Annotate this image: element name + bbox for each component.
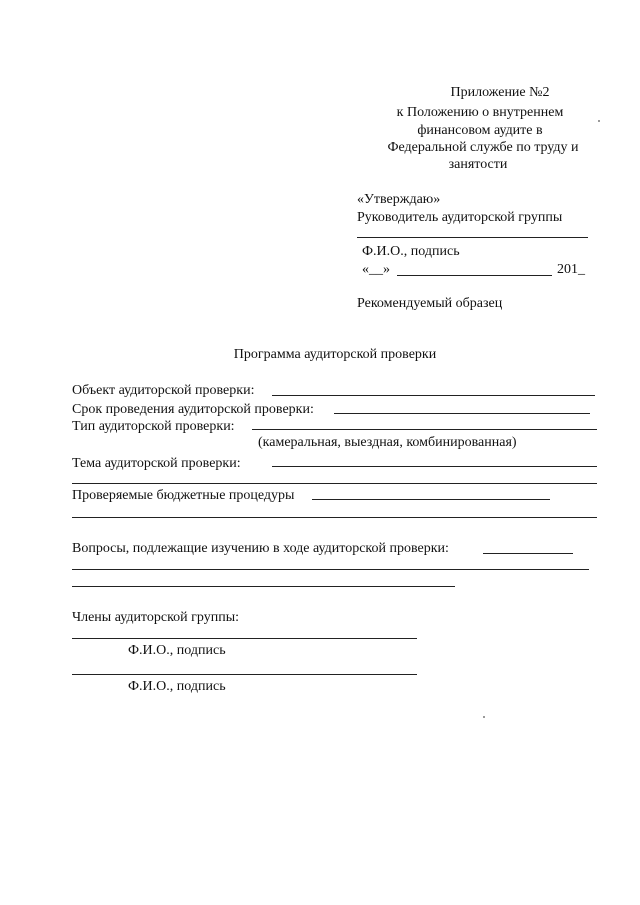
type-hint: (камеральная, выездная, комбинированная) <box>258 435 517 450</box>
appendix-line-3: финансовом аудите в <box>417 123 543 138</box>
topic-extra-line <box>72 483 597 484</box>
type-label: Тип аудиторской проверки: <box>72 419 235 434</box>
appendix-line-2: к Положению о внутреннем <box>396 105 564 120</box>
type-field-line <box>252 429 597 430</box>
member-signature-caption-2: Ф.И.О., подпись <box>128 679 226 694</box>
date-month-line <box>397 275 552 276</box>
procedures-extra-line <box>72 517 597 518</box>
scan-speck <box>598 120 600 122</box>
questions-extra-line-1 <box>72 569 589 570</box>
procedures-label: Проверяемые бюджетные процедуры <box>72 488 295 503</box>
date-year-label: 201_ <box>557 262 585 277</box>
member-signature-caption-1: Ф.И.О., подпись <box>128 643 226 658</box>
sample-label: Рекомендуемый образец <box>357 296 503 311</box>
member-signature-line-2 <box>72 674 417 675</box>
scan-speck <box>483 716 485 718</box>
head-signature-line <box>357 237 588 238</box>
questions-field-line <box>483 553 573 554</box>
term-label: Срок проведения аудиторской проверки: <box>72 402 314 417</box>
member-signature-line-1 <box>72 638 417 639</box>
term-field-line <box>334 413 590 414</box>
questions-label: Вопросы, подлежащие изучению в ходе аудиторской проверки: <box>72 541 449 556</box>
program-title: Программа аудиторской проверки <box>233 347 437 362</box>
topic-label: Тема аудиторской проверки: <box>72 456 241 471</box>
object-label: Объект аудиторской проверки: <box>72 383 255 398</box>
head-signature-caption: Ф.И.О., подпись <box>362 244 460 259</box>
members-label: Члены аудиторской группы: <box>72 610 240 625</box>
object-field-line <box>272 395 595 396</box>
date-day-label: «__» <box>362 262 390 277</box>
procedures-field-line <box>312 499 550 500</box>
appendix-line-5: занятости <box>448 157 508 172</box>
questions-extra-line-2 <box>72 586 455 587</box>
approve-label: «Утверждаю» <box>357 192 441 207</box>
head-label: Руководитель аудиторской группы <box>357 210 563 225</box>
appendix-line-1: Приложение №2 <box>450 85 550 100</box>
topic-field-line <box>272 466 597 467</box>
appendix-line-4: Федеральной службе по труду и <box>387 140 579 155</box>
